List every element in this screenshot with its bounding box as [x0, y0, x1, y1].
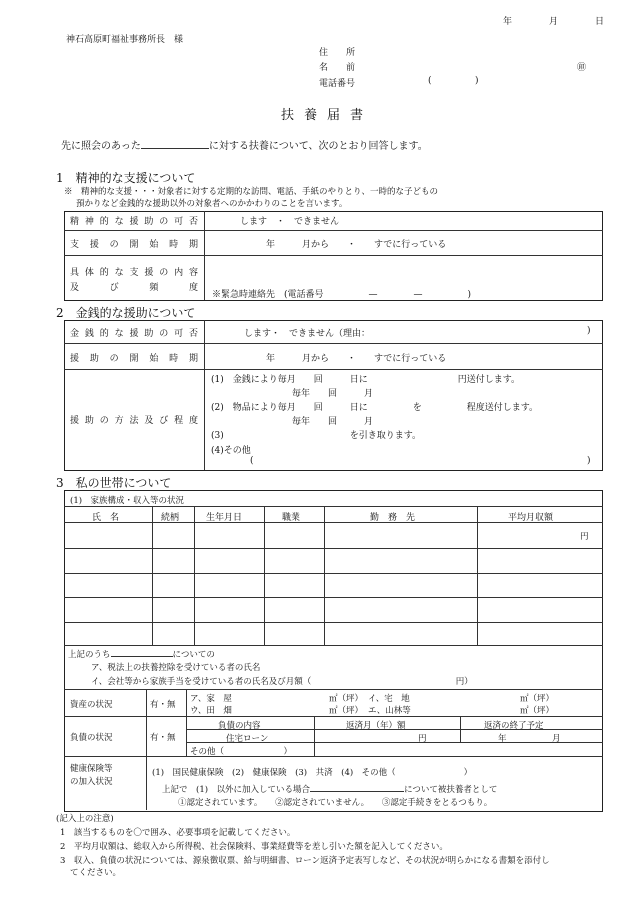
asset-land: イ、宅 地: [368, 694, 410, 704]
debt-header-content: 負債の内容: [218, 721, 261, 731]
insurance-options: (1) 国民健康保険 (2) 健康保険 (3) 共済 (4) その他（ ）: [152, 768, 473, 778]
debt-month: 月: [552, 734, 561, 744]
col-occupation: 職業: [282, 513, 301, 523]
date-month: 月: [549, 17, 559, 27]
assets-label: 資産の状況: [70, 700, 113, 710]
section3-heading: 3 私の世帯について: [56, 476, 172, 490]
s1-row2-label: 支援の開始時期: [70, 240, 198, 250]
deduction-a: ア、税法上の扶養控除を受けている者の氏名: [91, 663, 261, 673]
note-2: 2 平均月収額は、総収入から所得税、社会保険料、事業経費等を差し引いた額を記入してください。: [60, 842, 448, 852]
col-workplace: 勤 務 先: [370, 513, 416, 523]
deduction-before: 上記のうち: [68, 650, 111, 660]
s2-method2: (2) 物品により毎月 回 日に を 程度送付します。: [211, 403, 539, 413]
asset-forest: エ、山林等: [368, 706, 411, 716]
s2-method1: (1) 金銭により毎月 回 日に 円送付します。: [211, 375, 521, 385]
debt-other: その他（ ）: [190, 747, 293, 757]
s2-method3: (3) を引き取ります。: [211, 431, 422, 441]
s2-method4: (4)その他: [211, 446, 251, 456]
deduction-blank[interactable]: [111, 656, 173, 657]
date-day: 日: [595, 17, 605, 27]
assets-choice[interactable]: 有・無: [150, 700, 176, 710]
debt-choice[interactable]: 有・無: [150, 733, 176, 743]
debt-yen: 円: [418, 734, 427, 744]
income-yen-unit: 円: [580, 532, 589, 542]
s2-row3-label: 援助の方法及び程度: [70, 416, 198, 426]
insurance-other-before: 上記で (1) 以外に加入している場合: [162, 785, 311, 795]
insurance-other-blank[interactable]: [310, 791, 404, 792]
note-3a: 3 収入、負債の状況については、源泉徴収票、給与明細書、ローン返済予定表写しなど、その状況が明らかになる書類を添付し: [60, 856, 550, 866]
deduction-after: についての: [172, 650, 215, 660]
insurance-status: ①認定されています。 ②認定されていません。 ③認定手続きをとるつもり。: [178, 798, 493, 808]
col-income: 平均月収額: [508, 513, 554, 523]
s1-emergency-contact: ※緊急時連絡先 (電話番号 — — ): [212, 290, 472, 300]
intro-after: に対する扶養について、次のとおり回答します。: [208, 141, 428, 152]
s1-row1-label: 精神的な援助の可否: [70, 217, 198, 227]
debt-header-end: 返済の終了予定: [484, 721, 544, 731]
s1-row2-value: 年 月から ・ すでに行っている: [266, 240, 447, 250]
address-label: 住 所: [319, 48, 356, 58]
col-relation: 続柄: [161, 513, 180, 523]
deduction-b: イ、会社等から家族手当を受けている者の氏名及び月額（ 円）: [91, 677, 473, 687]
name-label: 名 前: [319, 63, 356, 73]
asset-land-unit: ㎡（坪）: [520, 694, 555, 704]
s3-sub1: (1) 家族構成・収入等の状況: [70, 496, 185, 506]
asset-house: ア、家 屋: [190, 694, 232, 704]
phone-paren-close: ): [475, 76, 479, 86]
debt-label: 負債の状況: [70, 733, 113, 743]
addressee: 神石高原町福祉事務所長 様: [66, 35, 184, 45]
s2-row1-label: 金銭的な援助の可否: [70, 329, 198, 339]
s2-row1-close: ): [587, 326, 591, 336]
insurance-label-a: 健康保険等: [70, 764, 113, 774]
col-name: 氏 名: [92, 513, 120, 523]
phone-label: 電話番号: [319, 79, 356, 89]
note-1: 1 該当するものを〇で囲み、必要事項を記載してください。: [60, 828, 296, 838]
notes-heading: (記入上の注意): [56, 814, 114, 824]
s2-row1-value: します・ できません（理由：: [244, 329, 371, 339]
phone-paren-open: (: [428, 76, 432, 86]
s2-row2-value: 年 月から ・ すでに行っている: [266, 354, 447, 364]
section1-note-line1: ※ 精神的な支援・・・対象者に対する定期的な訪問、電話、手紙のやりとり、一時的な子どもの: [64, 187, 439, 197]
section2-heading: 2 金銭的な援助について: [56, 306, 196, 320]
asset-field: ウ、田 畑: [190, 706, 232, 716]
s2-method4-open: (: [250, 456, 254, 466]
s1-row3-label-b: 及び頻度: [70, 283, 198, 293]
s2-method1b: 毎年 回 月: [292, 389, 374, 399]
section1-note-line2: 預かりなど金銭的な援助以外の対象者へのかかわりのことを言います。: [76, 199, 348, 209]
note-3b: てください。: [70, 868, 122, 878]
deduction-line1: [68, 648, 215, 660]
date-year: 年: [503, 17, 513, 27]
intro-blank[interactable]: [141, 148, 209, 149]
s2-method2b: 毎年 回 月: [292, 417, 374, 427]
debt-year: 年: [498, 734, 507, 744]
s2-row2-label: 援助の開始時期: [70, 354, 198, 364]
seal-mark: ㊞: [577, 63, 587, 73]
debt-header-amount: 返済月（年）額: [346, 721, 406, 731]
document-title: 扶養届書: [281, 108, 374, 123]
insurance-label-b: の加入状況: [70, 777, 113, 787]
asset-forest-unit: ㎡（坪）: [520, 706, 555, 716]
insurance-other-after: について被扶養者として: [404, 785, 498, 795]
insurance-other-line: [162, 783, 497, 795]
asset-house-unit: ㎡（坪）: [329, 694, 364, 704]
intro-line: [61, 137, 428, 152]
s2-method4-close: ): [587, 456, 591, 466]
col-birthdate: 生年月日: [206, 513, 243, 523]
debt-home-loan: 住宅ローン: [226, 734, 269, 744]
s1-row1-value: します ・ できません: [240, 217, 340, 227]
s1-row3-label-a: 具体的な支援の内容: [70, 268, 198, 278]
intro-before: 先に照会のあった: [61, 141, 141, 152]
asset-field-unit: ㎡（坪）: [329, 706, 364, 716]
section1-heading: 1 精神的な支援について: [56, 171, 196, 185]
